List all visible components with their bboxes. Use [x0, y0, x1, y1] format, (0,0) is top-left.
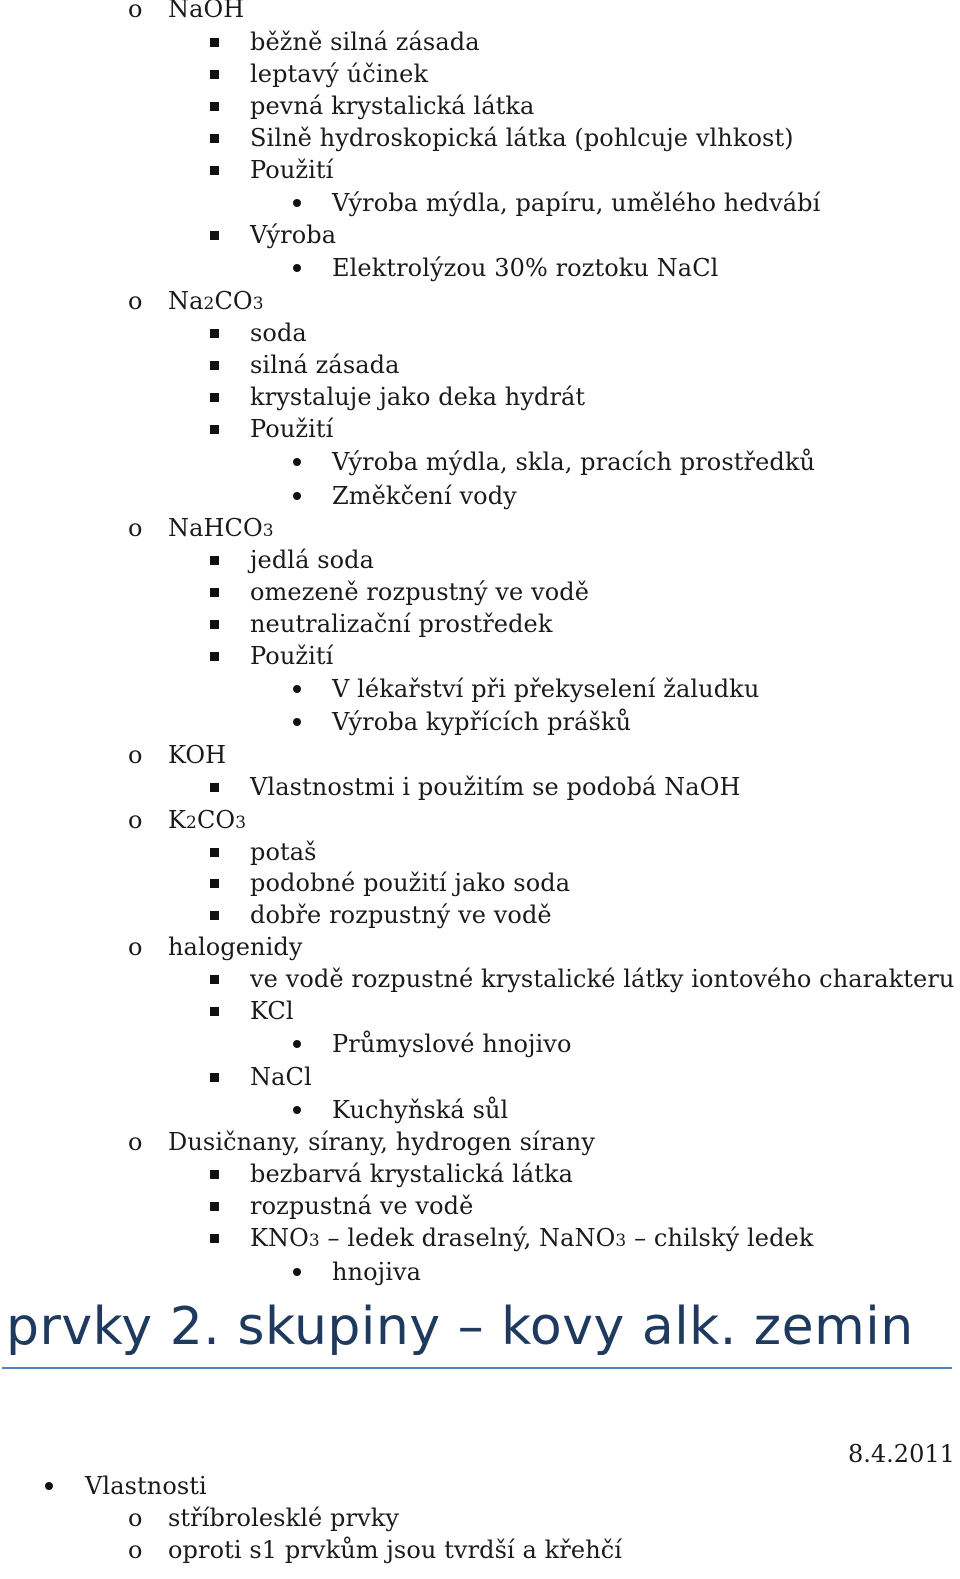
list-item-level-2: krystaluje jako deka hydrát: [250, 383, 586, 411]
circle-marker-icon: o: [128, 1504, 143, 1532]
list-item-level-2: jedlá soda: [250, 546, 375, 574]
list-item-level-3: hnojiva: [332, 1258, 422, 1286]
list-item-level-2: Použití: [250, 156, 334, 184]
list-item-level-2: Použití: [250, 415, 334, 443]
list-item-level-3: Průmyslové hnojivo: [332, 1030, 572, 1058]
list-item-level-2: silná zásada: [250, 351, 400, 379]
bullet-dot-icon: [293, 1040, 301, 1048]
circle-marker-icon: o: [128, 287, 143, 315]
section-heading: prvky 2. skupiny – kovy alk. zemin: [6, 1297, 914, 1357]
date-label: 8.4.2011: [848, 1440, 955, 1468]
square-bullet-icon: [210, 879, 219, 888]
list-item-level-2: ve vodě rozpustné krystalické látky iontového charakteru: [250, 965, 955, 993]
list-item-level-2: běžně silná zásada: [250, 28, 480, 56]
bullet-dot-icon: [293, 685, 301, 693]
section-2-item: stříbrolesklé prvky: [168, 1504, 400, 1532]
list-item-level-1: KOH: [168, 741, 227, 769]
list-item-level-2: Vlastnostmi i použitím se podobá NaOH: [250, 773, 741, 801]
section-2-title: Vlastnosti: [85, 1472, 207, 1500]
list-item-level-2: soda: [250, 319, 307, 347]
square-bullet-icon: [210, 329, 219, 338]
list-item-level-1: Dusičnany, sírany, hydrogen sírany: [168, 1128, 595, 1156]
bullet-dot-icon: [293, 1268, 301, 1276]
square-bullet-icon: [210, 166, 219, 175]
list-item-level-2: omezeně rozpustný ve vodě: [250, 578, 590, 606]
list-item-level-3: Výroba mýdla, papíru, umělého hedvábí: [332, 189, 821, 217]
bullet-dot-icon: [293, 264, 301, 272]
square-bullet-icon: [210, 134, 219, 143]
square-bullet-icon: [210, 1234, 219, 1243]
square-bullet-icon: [210, 102, 219, 111]
circle-marker-icon: o: [128, 741, 143, 769]
list-item-level-1: NaOH: [168, 0, 245, 23]
square-bullet-icon: [210, 361, 219, 370]
list-item-level-2: potaš: [250, 838, 317, 866]
list-item-level-2: KNO3 – ledek draselný, NaNO3 – chilský ledek: [250, 1224, 814, 1252]
square-bullet-icon: [210, 393, 219, 402]
circle-marker-icon: o: [128, 933, 143, 961]
square-bullet-icon: [210, 911, 219, 920]
list-item-level-2: bezbarvá krystalická látka: [250, 1160, 574, 1188]
square-bullet-icon: [210, 556, 219, 565]
bullet-dot-icon: [293, 492, 301, 500]
list-item-level-3: Výroba mýdla, skla, pracích prostředků: [332, 448, 816, 476]
bullet-dot-icon: [293, 458, 301, 466]
square-bullet-icon: [210, 652, 219, 661]
list-item-level-2: leptavý účinek: [250, 60, 429, 88]
section-2-item: oproti s1 prvkům jsou tvrdší a křehčí: [168, 1536, 623, 1564]
list-item-level-3: Kuchyňská sůl: [332, 1096, 509, 1124]
list-item-level-3: Elektrolýzou 30% roztoku NaCl: [332, 254, 719, 282]
square-bullet-icon: [210, 620, 219, 629]
square-bullet-icon: [210, 1007, 219, 1016]
bullet-dot-icon: [293, 718, 301, 726]
bullet-dot-icon: [45, 1482, 53, 1490]
list-item-level-3: V lékařství při překyselení žaludku: [332, 675, 760, 703]
square-bullet-icon: [210, 975, 219, 984]
bullet-dot-icon: [293, 199, 301, 207]
square-bullet-icon: [210, 425, 219, 434]
square-bullet-icon: [210, 1073, 219, 1082]
square-bullet-icon: [210, 231, 219, 240]
square-bullet-icon: [210, 588, 219, 597]
list-item-level-2: KCl: [250, 997, 294, 1025]
list-item-level-1: NaHCO3: [168, 514, 274, 542]
list-item-level-2: rozpustná ve vodě: [250, 1192, 474, 1220]
list-item-level-3: Změkčení vody: [332, 482, 517, 510]
square-bullet-icon: [210, 783, 219, 792]
list-item-level-2: neutralizační prostředek: [250, 610, 553, 638]
circle-marker-icon: o: [128, 0, 143, 23]
circle-marker-icon: o: [128, 1536, 143, 1564]
list-item-level-2: dobře rozpustný ve vodě: [250, 901, 552, 929]
square-bullet-icon: [210, 1170, 219, 1179]
square-bullet-icon: [210, 38, 219, 47]
circle-marker-icon: o: [128, 1128, 143, 1156]
list-item-level-2: NaCl: [250, 1063, 312, 1091]
list-item-level-2: podobné použití jako soda: [250, 869, 571, 897]
heading-rule: [2, 1367, 952, 1369]
list-item-level-2: Použití: [250, 642, 334, 670]
list-item-level-1: K2CO3: [168, 806, 247, 834]
list-item-level-2: Výroba: [250, 221, 337, 249]
list-item-level-2: Silně hydroskopická látka (pohlcuje vlhkost): [250, 124, 794, 152]
circle-marker-icon: o: [128, 806, 143, 834]
square-bullet-icon: [210, 848, 219, 857]
list-item-level-3: Výroba kypřících prášků: [332, 708, 632, 736]
bullet-dot-icon: [293, 1106, 301, 1114]
list-item-level-1: halogenidy: [168, 933, 303, 961]
square-bullet-icon: [210, 1202, 219, 1211]
list-item-level-1: Na2CO3: [168, 287, 264, 315]
circle-marker-icon: o: [128, 514, 143, 542]
list-item-level-2: pevná krystalická látka: [250, 92, 535, 120]
square-bullet-icon: [210, 70, 219, 79]
